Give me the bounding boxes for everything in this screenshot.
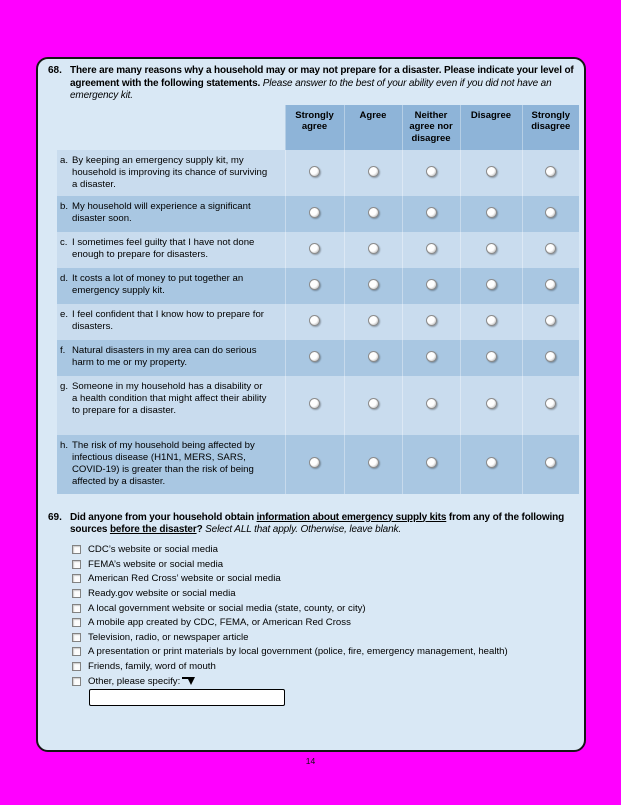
question-69-instruction: Select ALL that apply. Otherwise, leave blank. bbox=[205, 524, 401, 535]
row-statement: I feel confident that I know how to prepare for disasters. bbox=[72, 308, 264, 332]
radio-cell bbox=[402, 304, 460, 340]
option-label: A presentation or print materials by local government (police, fire, emergency management, health) bbox=[88, 646, 508, 658]
row-letter: b. bbox=[60, 200, 69, 212]
likert-header-strongly-agree: Strongly agree bbox=[285, 105, 344, 150]
radio-d-agree[interactable] bbox=[368, 279, 379, 290]
radio-b-neither[interactable] bbox=[426, 207, 437, 218]
option-presentation-print bbox=[72, 645, 584, 660]
likert-row-b bbox=[57, 196, 579, 232]
checkbox-cdc-website[interactable] bbox=[72, 545, 81, 554]
radio-cell bbox=[402, 196, 460, 232]
question-69-options bbox=[72, 543, 584, 707]
radio-e-disagree[interactable] bbox=[486, 315, 497, 326]
likert-row-d bbox=[57, 268, 579, 304]
radio-cell bbox=[344, 376, 402, 435]
row-statement: The risk of my household being affected by infectious disease (H1N1, MERS, SARS, COVID-19) is greater than the risk of being affected by a disaster. bbox=[72, 439, 255, 487]
question-69-underlined-1: information about emergency supply kits bbox=[256, 511, 447, 523]
option-cdc bbox=[72, 543, 584, 558]
radio-cell bbox=[460, 376, 522, 435]
radio-cell bbox=[285, 376, 344, 435]
checkbox-mobile-app[interactable] bbox=[72, 618, 81, 627]
radio-cell bbox=[460, 196, 522, 232]
statement-cell-a bbox=[57, 150, 285, 196]
option-label: Ready.gov website or social media bbox=[88, 588, 236, 600]
radio-cell bbox=[285, 268, 344, 304]
radio-cell bbox=[402, 435, 460, 494]
checkbox-friends-family[interactable] bbox=[72, 662, 81, 671]
option-label: A mobile app created by CDC, FEMA, or American Red Cross bbox=[88, 617, 351, 629]
radio-cell bbox=[344, 304, 402, 340]
option-local-government bbox=[72, 601, 584, 616]
likert-row-e bbox=[57, 304, 579, 340]
radio-d-disagree[interactable] bbox=[486, 279, 497, 290]
radio-cell bbox=[522, 150, 579, 196]
statement-cell-h bbox=[57, 435, 285, 494]
radio-cell bbox=[402, 340, 460, 376]
option-friends-family bbox=[72, 659, 584, 674]
row-letter: e. bbox=[60, 308, 69, 320]
likert-header-row bbox=[57, 105, 579, 150]
radio-cell bbox=[285, 196, 344, 232]
radio-cell bbox=[285, 340, 344, 376]
radio-f-agree[interactable] bbox=[368, 351, 379, 362]
option-label: A local government website or social media (state, county, or city) bbox=[88, 602, 366, 614]
radio-e-neither[interactable] bbox=[426, 315, 437, 326]
page-number: 14 bbox=[305, 756, 316, 766]
radio-c-strongly-agree[interactable] bbox=[309, 243, 320, 254]
likert-row-c bbox=[57, 232, 579, 268]
row-statement: Someone in my household has a disability or a health condition that might affect their ability to prepare for a disaster. bbox=[72, 380, 267, 416]
radio-cell bbox=[344, 150, 402, 196]
row-letter: c. bbox=[60, 236, 68, 248]
row-letter: h. bbox=[60, 439, 69, 451]
radio-cell bbox=[285, 435, 344, 494]
radio-g-strongly-disagree[interactable] bbox=[545, 398, 556, 409]
question-68 bbox=[48, 65, 579, 103]
radio-cell bbox=[285, 150, 344, 196]
checkbox-presentation-print[interactable] bbox=[72, 647, 81, 656]
radio-g-neither[interactable] bbox=[426, 398, 437, 409]
option-label: Television, radio, or newspaper article bbox=[88, 631, 249, 643]
down-arrow-icon bbox=[182, 676, 197, 687]
radio-cell bbox=[285, 232, 344, 268]
option-label: CDC’s website or social media bbox=[88, 544, 218, 556]
statement-cell-e bbox=[57, 304, 285, 340]
radio-a-strongly-agree[interactable] bbox=[309, 166, 320, 177]
likert-header-neither: Neither agree nor disagree bbox=[402, 105, 460, 150]
likert-row-f bbox=[57, 340, 579, 376]
checkbox-tv-radio-newspaper[interactable] bbox=[72, 633, 81, 642]
radio-b-disagree[interactable] bbox=[486, 207, 497, 218]
radio-cell bbox=[344, 340, 402, 376]
question-68-text bbox=[70, 65, 579, 103]
row-letter: f. bbox=[60, 344, 66, 356]
radio-h-neither[interactable] bbox=[426, 457, 437, 468]
row-statement: Natural disasters in my area can do serious harm to me or my property. bbox=[72, 344, 257, 368]
radio-cell bbox=[460, 150, 522, 196]
radio-e-strongly-agree[interactable] bbox=[309, 315, 320, 326]
likert-table bbox=[57, 105, 579, 494]
radio-cell bbox=[460, 304, 522, 340]
likert-row-a bbox=[57, 150, 579, 196]
radio-c-neither[interactable] bbox=[426, 243, 437, 254]
radio-cell bbox=[344, 268, 402, 304]
question-68-prompt: There are many reasons why a household may or may not prepare for a disaster. Please indicate your level of agreement with the following statements. bbox=[70, 65, 574, 89]
row-letter: a. bbox=[60, 154, 69, 166]
radio-f-neither[interactable] bbox=[426, 351, 437, 362]
likert-header-disagree: Disagree bbox=[460, 105, 522, 150]
radio-g-disagree[interactable] bbox=[486, 398, 497, 409]
option-mobile-app bbox=[72, 615, 584, 630]
survey-card bbox=[36, 57, 586, 752]
radio-cell bbox=[522, 232, 579, 268]
checkbox-other[interactable] bbox=[72, 677, 81, 686]
radio-b-strongly-agree[interactable] bbox=[309, 207, 320, 218]
statement-cell-b bbox=[57, 196, 285, 232]
radio-e-agree[interactable] bbox=[368, 315, 379, 326]
question-69-underlined-2: before the disaster bbox=[109, 524, 197, 535]
statement-cell-d bbox=[57, 268, 285, 304]
radio-cell bbox=[460, 232, 522, 268]
radio-h-agree[interactable] bbox=[368, 457, 379, 468]
radio-h-strongly-disagree[interactable] bbox=[545, 457, 556, 468]
radio-cell bbox=[344, 196, 402, 232]
row-letter: d. bbox=[60, 272, 69, 284]
question-69-prompt-2: from any of the following sources bbox=[70, 511, 565, 535]
checkbox-red-cross-website[interactable] bbox=[72, 574, 81, 583]
radio-a-disagree[interactable] bbox=[486, 166, 497, 177]
radio-cell bbox=[402, 376, 460, 435]
radio-d-neither[interactable] bbox=[426, 279, 437, 290]
checkbox-local-government-website[interactable] bbox=[72, 604, 81, 613]
radio-d-strongly-disagree[interactable] bbox=[545, 279, 556, 290]
radio-cell bbox=[460, 268, 522, 304]
radio-c-disagree[interactable] bbox=[486, 243, 497, 254]
question-69 bbox=[48, 512, 579, 537]
other-specify-input[interactable] bbox=[89, 689, 285, 706]
likert-header-strongly-disagree: Strongly disagree bbox=[522, 105, 579, 150]
row-statement: It costs a lot of money to put together an emergency supply kit. bbox=[72, 272, 244, 296]
question-69-text bbox=[70, 512, 579, 537]
option-label: American Red Cross’ website or social media bbox=[88, 573, 281, 585]
radio-g-agree[interactable] bbox=[368, 398, 379, 409]
radio-cell bbox=[522, 304, 579, 340]
checkbox-ready-gov-website[interactable] bbox=[72, 589, 81, 598]
radio-cell bbox=[522, 376, 579, 435]
statement-cell-f bbox=[57, 340, 285, 376]
radio-c-strongly-disagree[interactable] bbox=[545, 243, 556, 254]
option-label: FEMA’s website or social media bbox=[88, 558, 224, 570]
radio-h-strongly-agree[interactable] bbox=[309, 457, 320, 468]
radio-f-strongly-agree[interactable] bbox=[309, 351, 320, 362]
radio-cell bbox=[522, 340, 579, 376]
radio-a-neither[interactable] bbox=[426, 166, 437, 177]
radio-cell bbox=[285, 304, 344, 340]
question-69-prompt-3: ? bbox=[196, 524, 206, 535]
radio-b-strongly-disagree[interactable] bbox=[545, 207, 556, 218]
option-label-other: Other, please specify: bbox=[88, 675, 181, 687]
question-68-number: 68. bbox=[48, 65, 62, 76]
statement-cell-c bbox=[57, 232, 285, 268]
radio-h-disagree[interactable] bbox=[486, 457, 497, 468]
option-other bbox=[72, 674, 584, 689]
question-68-instruction: Please answer to the best of your ability even if you did not have an emergency kit. bbox=[70, 77, 552, 101]
radio-cell bbox=[522, 435, 579, 494]
radio-cell bbox=[460, 340, 522, 376]
radio-d-strongly-agree[interactable] bbox=[309, 279, 320, 290]
radio-c-agree[interactable] bbox=[368, 243, 379, 254]
row-statement: My household will experience a significant disaster soon. bbox=[72, 200, 251, 224]
radio-cell bbox=[460, 435, 522, 494]
question-69-number: 69. bbox=[48, 511, 62, 523]
option-fema bbox=[72, 557, 584, 572]
option-red-cross bbox=[72, 572, 584, 587]
radio-a-strongly-disagree[interactable] bbox=[545, 166, 556, 177]
row-statement: By keeping an emergency supply kit, my household is improving its chance of surviving a disaster. bbox=[72, 154, 268, 190]
row-letter: g. bbox=[60, 380, 69, 392]
likert-row-h bbox=[57, 435, 579, 494]
radio-e-strongly-disagree[interactable] bbox=[545, 315, 556, 326]
radio-cell bbox=[402, 232, 460, 268]
radio-a-agree[interactable] bbox=[368, 166, 379, 177]
question-69-prompt-1: Did anyone from your household obtain bbox=[70, 511, 257, 523]
likert-header-blank bbox=[57, 105, 285, 150]
radio-g-strongly-agree[interactable] bbox=[309, 398, 320, 409]
radio-cell bbox=[522, 268, 579, 304]
likert-header-agree: Agree bbox=[344, 105, 402, 150]
radio-b-agree[interactable] bbox=[368, 207, 379, 218]
radio-cell bbox=[344, 232, 402, 268]
radio-f-strongly-disagree[interactable] bbox=[545, 351, 556, 362]
radio-cell bbox=[402, 150, 460, 196]
radio-cell bbox=[344, 435, 402, 494]
statement-cell-g bbox=[57, 376, 285, 435]
option-ready-gov bbox=[72, 586, 584, 601]
option-label: Friends, family, word of mouth bbox=[88, 661, 216, 673]
radio-cell bbox=[402, 268, 460, 304]
row-statement: I sometimes feel guilty that I have not done enough to prepare for disasters. bbox=[72, 236, 255, 260]
checkbox-fema-website[interactable] bbox=[72, 560, 81, 569]
radio-cell bbox=[522, 196, 579, 232]
likert-row-g bbox=[57, 376, 579, 435]
option-tv-radio-newspaper bbox=[72, 630, 584, 645]
radio-f-disagree[interactable] bbox=[486, 351, 497, 362]
